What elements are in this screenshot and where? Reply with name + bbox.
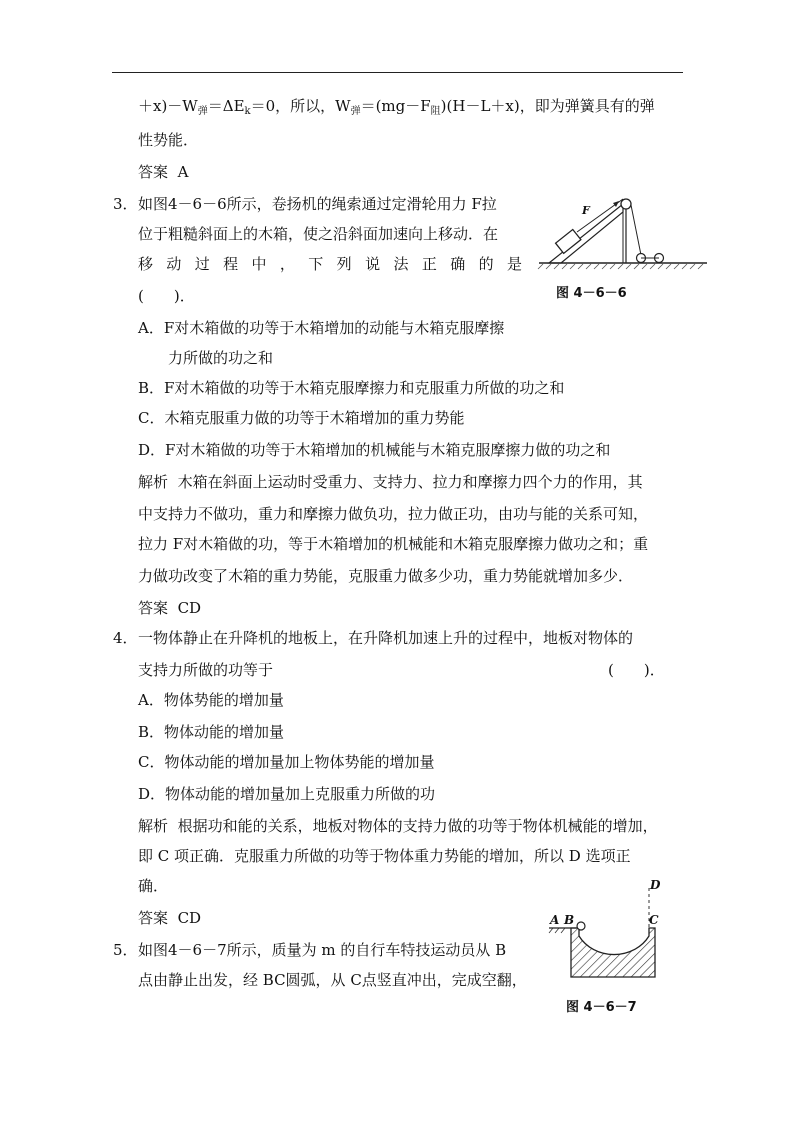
q3-analysis-line-4: 力做功改变了木箱的重力势能，克服重力做多少功，重力势能就增加多少． — [138, 567, 634, 585]
q3-answer: 答案 CD — [138, 599, 202, 617]
q4-option-b: B．物体动能的增加量 — [138, 723, 285, 741]
force-label: F — [582, 204, 590, 217]
q4-stem-line-1: 一物体静止在升降机的地板上，在升降机加速上升的过程中，地板对物体的 — [138, 629, 634, 647]
q4-analysis-label: 解析 — [138, 817, 169, 835]
figure-4-6-7 — [545, 876, 670, 991]
q3-stem-line-3: 移 动 过 程 中 ， 下 列 说 法 正 确 的 是 — [138, 255, 522, 273]
q4-analysis-line-1: 解析 根据功和能的关系，地板对物体的支持力做的功等于物体机械能的增加， — [138, 817, 658, 835]
point-d-label: D — [650, 878, 661, 892]
prev-answer: 答案 A — [138, 163, 189, 181]
q3-analysis-label: 解析 — [138, 473, 169, 491]
q3-option-d: D．F对木箱做的功等于木箱增加的机械能与木箱克服摩擦力做的功之和 — [138, 441, 611, 459]
q4-analysis-line-2: 即 C 项正确．克服重力所做的功等于物体重力势能的增加，所以 D 选项正 — [138, 847, 631, 865]
q3-analysis-line-1: 解析 木箱在斜面上运动时受重力、支持力、拉力和摩擦力四个力的作用，其 — [138, 473, 643, 491]
point-b-label: B — [564, 913, 575, 927]
point-c-label: C — [649, 913, 659, 927]
q4-analysis-line-3: 确． — [138, 877, 169, 895]
q3-option-a: A．F对木箱做的功等于木箱增加的动能与木箱克服摩擦 — [138, 319, 505, 337]
q3-stem-line-2: 位于粗糙斜面上的木箱，使之沿斜面加速向上移动．在 — [138, 225, 499, 243]
prev-analysis-line-1: $+x)-W_弹=\Delta E_k=0$，所以，$W_弹=(mg-F_阻)(H-L+x)$，即为弹簧具有的弹 — [138, 97, 655, 117]
q4-option-c: C．物体动能的增加量加上物体势能的增加量 — [138, 753, 435, 771]
q3-option-c: C．木箱克服重力做的功等于木箱增加的重力势能 — [138, 409, 465, 427]
q5-number: 5． — [113, 941, 138, 959]
q5-stem-line-1: 如图4－6－7所示，质量为 m 的自行车特技运动员从 B — [138, 941, 507, 959]
point-a-label: A — [550, 913, 560, 927]
q4-number: 4． — [113, 629, 138, 647]
q3-analysis-line-2: 中支持力不做功，重力和摩擦力做负功，拉力做正功，由功与能的关系可知， — [138, 505, 649, 523]
q3-stem-line-4: ( )． — [138, 287, 195, 305]
q4-option-a: A．物体势能的增加量 — [138, 691, 284, 709]
q3-analysis-line-3: 拉力 F对木箱做的功，等于木箱增加的机械能和木箱克服摩擦力做功之和；重 — [138, 535, 649, 553]
q3-number: 3． — [113, 195, 138, 213]
figure-4-6-7-caption: 图 4－6－7 — [566, 1000, 637, 1015]
q3-option-a-cont: 力所做的功之和 — [168, 349, 274, 367]
q5-stem-line-2: 点由静止出发，经 BC圆弧，从 C点竖直冲出，完成空翻， — [138, 971, 527, 989]
q3-option-b: B．F对木箱做的功等于木箱克服摩擦力和克服重力所做的功之和 — [138, 379, 565, 397]
figure-4-6-6-caption: 图 4－6－6 — [556, 286, 627, 301]
q4-option-d: D．物体动能的增加量加上克服重力所做的功 — [138, 785, 436, 803]
header-rule — [112, 72, 683, 73]
prev-analysis-line-2: 性势能． — [138, 131, 199, 149]
q4-stem-line-2: 支持力所做的功等于 — [138, 661, 274, 679]
q4-answer: 答案 CD — [138, 909, 202, 927]
q3-stem-line-1: 如图4－6－6所示，卷扬机的绳索通过定滑轮用力 F拉 — [138, 195, 497, 213]
q4-answer-blank: ( )． — [608, 661, 665, 679]
figure-4-6-6 — [535, 192, 710, 272]
